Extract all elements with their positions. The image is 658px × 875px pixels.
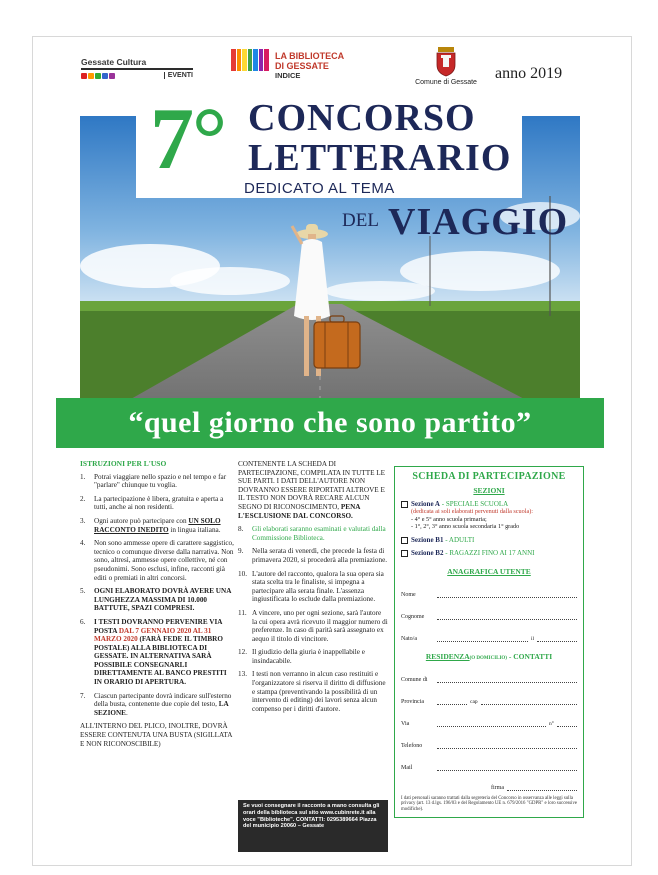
del-label: DEL [342,210,379,231]
comune-crest-icon [435,47,457,77]
viaggio-title: VIAGGIO [388,201,569,243]
telefono-field[interactable]: Telefono [401,739,577,749]
dedicato-label: DEDICATO AL TEMA [244,180,395,197]
motto-banner [56,398,604,448]
section-a-option[interactable]: Sezione A - SPECIALE SCUOLA [401,500,577,508]
section-a-line1: - 4° e 5° anno scuola primaria; [411,515,487,523]
list-item: 5. OGNI ELABORATO DOVRÀ AVERE UNA LUNGHEZZA MASSIMA DI 10.000 BATTUTE, SPAZI COMPRESI. [80,587,231,613]
list-item: 9. Nella serata di venerdì, che precede la festa di primavera 2020, si procederà alla premiazione. [238,547,388,564]
gessate-cultura-logo [81,57,193,79]
nome-field[interactable]: Nome [401,588,577,598]
main-title [248,98,511,178]
instructions-column-1 [80,460,234,748]
biblioteca-line2: DI GESSATE [275,61,329,71]
section-a-checkbox[interactable] [401,501,408,508]
list-item: 2. La partecipazione è libera, gratuita e aperta a tutti, anche ai non residenti. [80,494,224,512]
list-item: 3. Ogni autore può partecipare con UN SOLO RACCONTO INEDITO in lingua italiana. [80,516,221,534]
mail-field[interactable]: Mail [401,761,577,771]
participation-form [394,466,584,818]
nato-field[interactable]: Nato/a il [401,632,577,642]
anno-label: anno 2019 [495,65,563,82]
list-item: 11. A vincere, uno per ogni sezione, sarà l'autore la cui opera avrà ricevuto il maggior numero di preferenze. In caso di parità sarà assegnato ex aequo il titolo di vincitore. [238,608,388,643]
comune-logo [411,47,481,86]
list-item: 6. I TESTI DOVRANNO PERVENIRE VIA POSTA DAL 7 GENNAIO 2020 AL 31 MARZO 2020 (FARÀ FEDE IL TIMBRO POSTALE) ALLA BIBLIOTECA DI GESSATE. IN ALTERNATIVA SARÀ POSSIBILE CONSEGNARLI DIRETTAMENTE AL BANCO PRESTITI IN ORARIO DI APERTURA. [80,617,227,687]
color-dots-icon [81,73,115,79]
section-b2-checkbox[interactable] [401,550,408,557]
list-item: 8. Gli elaborati saranno esaminati e valutati dalla Commissione Biblioteca. [238,525,386,542]
comune-field[interactable]: Comune di [401,673,577,683]
firma-field[interactable]: firma [491,785,577,791]
title-line-concorso: CONCORSO [248,97,476,139]
section-b2-option[interactable]: Sezione B2 - RAGAZZI FINO AI 17 ANNI [401,549,577,557]
indice-label: INDICE [275,71,301,80]
section-a-line2: - 1°, 2°, 3° anno scuola secondaria 1° grado [411,523,520,531]
residenza-heading: RESIDENZA(O DOMICILIO) - CONTATTI [425,652,553,662]
section-a-note: (dedicata ai soli elaborati pervenuti dalla scuola): [411,508,533,516]
instructions-intro: CONTENENTE LA SCHEDA DI PARTECIPAZIONE, COMPILATA IN TUTTE LE SUE PARTI. I DATI DELL'AUTORE NON DOVRANNO ESSERE RIPORTATI ALTROVE E IL TESTO NON DOVRÀ RECARE ALCUN SEGNO DI RICONOSCIMENTO, PENA L'ESCLUSIONE DAL CONCORSO. [238,460,386,520]
edition-number: 7° [150,91,226,188]
comune-label: Comune di Gessate [415,79,477,86]
list-item: 13. I testi non verranno in alcun caso restituiti e l'organizzatore si riserva il diritto di diffusione e stampa (preventivando la possibilità di un intervento di editing) dei lavori senza alcun compenso per i diritti d'autore. [238,670,386,713]
biblioteca-books-icon [231,49,269,81]
section-b1-checkbox[interactable] [401,537,408,544]
list-item: 7. Ciascun partecipante dovrà indicare sull'esterno della busta, contenente due copie del testo, LA SEZIONE. [80,691,232,717]
form-title: SCHEDA DI PARTECIPAZIONE [412,471,566,482]
motto-text: “quel giorno che sono partito” [128,406,532,439]
sezioni-heading: SEZIONI [473,486,505,495]
eventi-label: EVENTI [164,72,193,79]
via-field[interactable]: Via n° [401,717,577,727]
anagrafica-heading: ANAGRAFICA UTENTE [447,567,531,577]
section-b1-option[interactable]: Sezione B1 - ADULTI [401,536,577,544]
list-item: 4. Non sono ammesse opere di carattere saggistico, tecnico o comunque diverse dalla narrativa. Non sono, altresì, ammesse opere collettive, né con pseudonimi. Sono esclusi, infine, racconti già editi o premiati in altri concorsi. [80,539,234,582]
gessate-cultura-label: Gessate Cultura [81,57,193,70]
title-line-letterario: LETTERARIO [248,137,512,179]
biblioteca-logo [231,49,344,81]
privacy-note: I dati personali saranno trattati dalla segreteria del Concorso in osservanza alle leggi sulla privacy (art. 13 d.lgs. 196/03 e del Regolamento UE n. 679/2016 "GDPR" e loro successive modifiche). [401,795,578,813]
instructions-tail: ALL'INTERNO DEL PLICO, INOLTRE, DOVRÀ ESSERE CONTENUTA UNA BUSTA (SIGILLATA E NON RICONOSCIBILE) [80,722,233,748]
provincia-field[interactable]: Provincia cap [401,695,577,705]
cognome-field[interactable]: Cognome [401,610,577,620]
list-item: 12. Il giudizio della giuria è inappellabile e insindacabile. [238,648,365,665]
contact-info-box: Se vuoi consegnare il racconto a mano consulta gli orari della biblioteca sul sito www.cubinrete.it alla voce "Biblioteche". CONTATTI: 0295389664 Piazza del municipio 20060 – Gessate [238,800,388,852]
instructions-column-2 [238,460,388,718]
instructions-heading: ISTRUZIONI PER L'USO [80,459,167,468]
list-item: 1. Potrai viaggiare nello spazio e nel tempo e far "parlare" chiunque tu voglia. [80,472,227,490]
list-item: 10. L'autore del racconto, qualora la sua opera sia stata scelta tra le finaliste, si impegna a partecipare alla serata finale. L'assenza ingiustificata lo esclude dalla premiazione. [238,569,384,604]
biblioteca-line1: LA BIBLIOTECA [275,51,345,61]
